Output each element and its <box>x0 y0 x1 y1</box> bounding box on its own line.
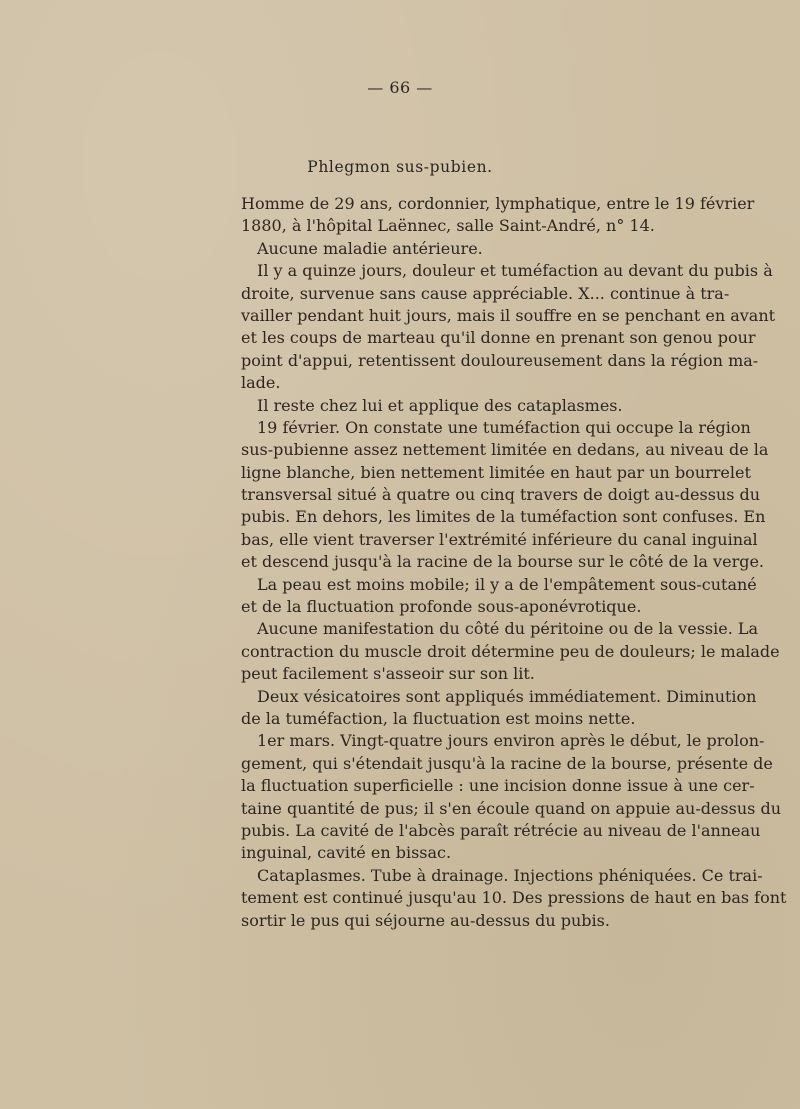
page-number: — 66 — <box>367 78 433 97</box>
text-line: de la tuméfaction, la fluctuation est moins nette. <box>241 708 636 728</box>
text-line: Homme de 29 ans, cordonnier, lymphatique, entre le 19 février <box>241 194 755 213</box>
text-line: pubis. En dehors, les limites de la tuméfaction sont confuses. En <box>241 507 766 527</box>
text-line: et les coups de marteau qu'il donne en prenant son genou pour <box>241 328 756 348</box>
text-line: La peau est moins mobile; il y a de l'empâtement sous-cutané <box>257 574 757 594</box>
text-line: sus-pubienne assez nettement limitée en dedans, au niveau de la <box>241 440 769 460</box>
text-line: taine quantité de pus; il s'en écoule quand on appuie au-dessus du <box>241 798 781 818</box>
text-line: peut facilement s'asseoir sur son lit. <box>241 664 535 684</box>
text-line: point d'appui, retentissent douloureusement dans la région ma- <box>241 350 759 370</box>
text-line: pubis. La cavité de l'abcès paraît rétrécie au niveau de l'anneau <box>241 820 761 840</box>
text-line: Aucune maladie antérieure. <box>257 238 483 258</box>
text-line: et descend jusqu'à la racine de la bourse sur le côté de la verge. <box>241 552 765 572</box>
text-line: inguinal, cavité en bissac. <box>241 843 452 863</box>
text-line: Il y a quinze jours, douleur et tuméfaction au devant du pubis à <box>257 261 773 281</box>
text-line: la fluctuation superficielle : une incision donne issue à une cer- <box>241 776 755 796</box>
text-line: sortir le pus qui séjourne au-dessus du pubis. <box>241 910 610 930</box>
text-line: lade. <box>241 373 281 393</box>
text-line: tement est continué jusqu'au 10. Des pressions de haut en bas font <box>241 888 787 908</box>
text-line: Il reste chez lui et applique des cataplasmes. <box>257 395 623 415</box>
text-line: Aucune manifestation du côté du péritoine ou de la vessie. La <box>257 619 759 639</box>
text-line: bas, elle vient traverser l'extrémité inférieure du canal inguinal <box>241 529 758 549</box>
body-text <box>241 193 787 932</box>
text-line: 19 février. On constate une tuméfaction qui occupe la région <box>257 417 751 437</box>
text-line: 1er mars. Vingt-quatre jours environ après le début, le prolon- <box>257 731 765 751</box>
section-title: Phlegmon sus-pubien. <box>307 158 493 176</box>
text-line: vailler pendant huit jours, mais il souffre en se penchant en avant <box>241 305 776 325</box>
text-line: droite, survenue sans cause appréciable. X... continue à tra- <box>241 283 730 303</box>
text-line: 1880, à l'hôpital Laënnec, salle Saint-André, n° 14. <box>241 216 655 236</box>
text-line: contraction du muscle droit détermine peu de douleurs; le malade <box>241 641 780 661</box>
text-line: Cataplasmes. Tube à drainage. Injections phéniquées. Ce trai- <box>257 865 763 885</box>
text-line: gement, qui s'étendait jusqu'à la racine de la bourse, présente de <box>241 753 773 773</box>
text-line: transversal situé à quatre ou cinq travers de doigt au-dessus du <box>241 485 761 505</box>
text-line: et de la fluctuation profonde sous-aponévrotique. <box>241 597 642 617</box>
text-line: ligne blanche, bien nettement limitée en haut par un bourrelet <box>241 462 751 482</box>
text-line: Deux vésicatoires sont appliqués immédiatement. Diminution <box>257 686 757 706</box>
